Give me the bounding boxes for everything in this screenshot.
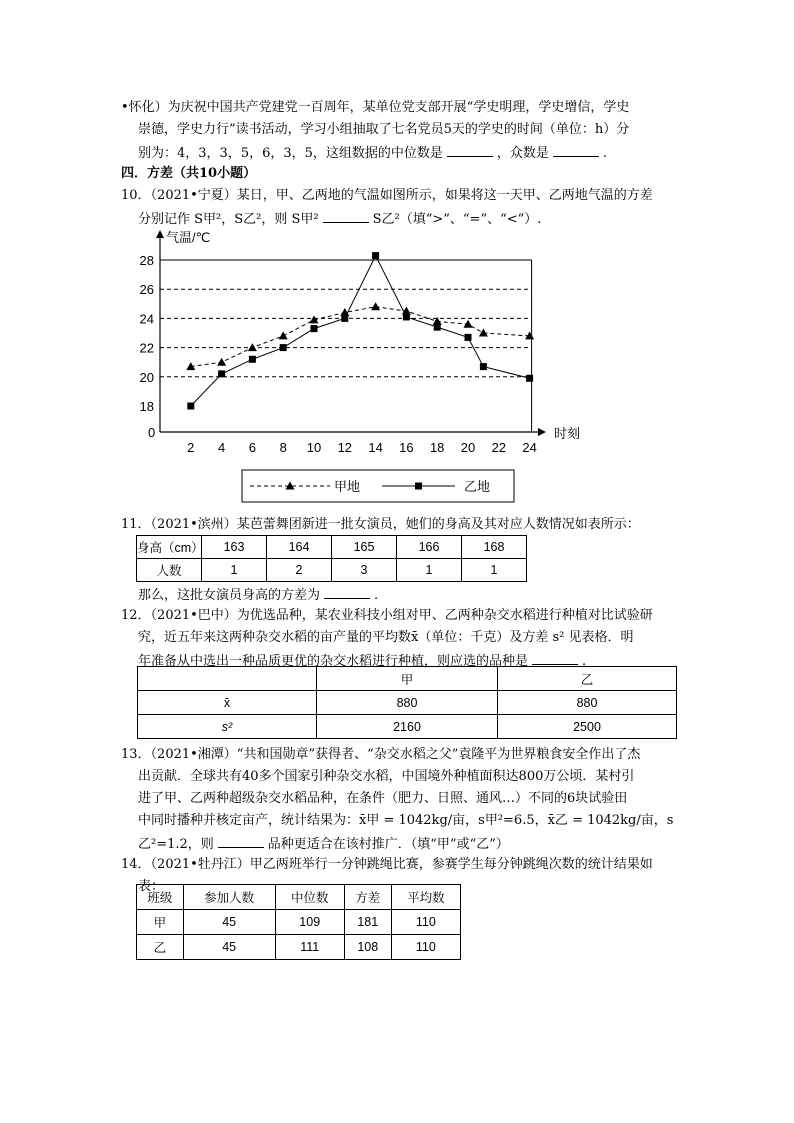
table-cell: 1 xyxy=(202,559,267,582)
data-point-square xyxy=(465,334,472,341)
table-cell: 880 xyxy=(498,691,677,715)
q13-line5-post: 品种更适合在该村推广．（填“甲”或“乙”） xyxy=(267,837,509,852)
table-cell: 平均数 xyxy=(391,885,460,910)
y-axis-arrow xyxy=(156,230,164,238)
table-cell: 109 xyxy=(275,910,344,935)
y-tick-label: 26 xyxy=(139,282,154,298)
q12-table xyxy=(137,666,677,739)
q12-line1: 12．（2021•巴中）为优选品种，某农业科技小组对甲、乙两种杂交水稻进行种植对比试验研 xyxy=(121,608,653,623)
answer-blank-mode[interactable] xyxy=(553,142,599,157)
q12-line3-end: . xyxy=(582,654,587,669)
q-prev-line3-pre: 别为：4，3，3，5，6，3，5，这组数据的中位数是 xyxy=(138,146,443,161)
q13-line5 xyxy=(138,833,509,855)
q14-line2: 表： xyxy=(138,879,165,894)
q13-line3: 进了甲、乙两种超级杂交水稻品种，在条件（肥力、日照、通风…）不同的6块试验田 xyxy=(138,791,628,806)
q12-line3-pre: 年准备从中选出一种品质更优的杂交水稻进行种植，则应选的品种是 xyxy=(138,654,529,669)
q14-table xyxy=(136,884,461,960)
data-point-square xyxy=(280,344,287,351)
q11-after-pre: 那么，这批女演员身高的方差为 xyxy=(138,588,321,603)
x-tick-label: 20 xyxy=(460,440,476,455)
x-tick-label: 6 xyxy=(248,440,257,455)
origin-label: 0 xyxy=(148,425,156,440)
x-tick-label: 18 xyxy=(429,440,445,455)
legend-label-jia: 甲地 xyxy=(334,479,361,494)
table-cell: 2500 xyxy=(498,715,677,739)
table-cell: 中位数 xyxy=(275,885,344,910)
q13-line5-pre: 乙²=1.2，则 xyxy=(138,837,214,852)
table-row xyxy=(137,559,527,582)
table-cell: 身高（cm） xyxy=(137,536,202,559)
table-row xyxy=(137,536,527,559)
table-cell: 班级 xyxy=(137,885,184,910)
table-cell: x̄ xyxy=(138,691,317,715)
data-point-square xyxy=(249,356,256,363)
table-cell: 乙 xyxy=(137,935,184,960)
q-prev-line2: 崇德，学史力行”读书活动，学习小组抽取了七名党员5天的学史的时间（单位：h）分 xyxy=(138,122,630,137)
q11-after xyxy=(138,584,378,606)
q14-line1: 14．（2021•牡丹江）甲乙两班举行一分钟跳绳比赛，参赛学生每分钟跳绳次数的统计结果如 xyxy=(121,857,653,872)
data-point-triangle xyxy=(479,329,488,337)
table-cell: 163 xyxy=(202,536,267,559)
q10-line2-post: S乙²（填“>”、“=”、“<”）. xyxy=(372,212,542,227)
section-title: 四．方差（共10小题） xyxy=(121,166,257,181)
q10-line2-pre: 分别记作 S甲²，S乙²，则 S甲² xyxy=(138,212,319,227)
x-tick-label: 12 xyxy=(337,440,353,455)
table-cell: 108 xyxy=(344,935,391,960)
data-point-square xyxy=(341,315,348,322)
data-point-square xyxy=(403,313,410,320)
y-tick-label: 20 xyxy=(139,369,154,385)
x-tick-label: 22 xyxy=(491,440,507,455)
table-cell: 45 xyxy=(183,935,275,960)
q-prev-line3 xyxy=(138,142,607,164)
table-row xyxy=(137,935,461,960)
table-row xyxy=(137,885,461,910)
x-tick-label: 10 xyxy=(306,440,322,455)
q12-line2: 究，近五年来这两种杂交水稻的亩产量的平均数x̄（单位：千克）及方差 s² 见表格．明 xyxy=(138,630,634,645)
x-axis-label: 时刻 xyxy=(554,426,581,441)
answer-blank-q13[interactable] xyxy=(218,833,264,848)
table-cell: 1 xyxy=(462,559,527,582)
y-tick-label: 22 xyxy=(139,340,154,356)
q10-line1: 10．（2021•宁夏）某日，甲、乙两地的气温如图所示，如果将这一天甲、乙两地气温的方差 xyxy=(121,188,653,203)
table-cell: 2160 xyxy=(317,715,498,739)
table-row xyxy=(137,910,461,935)
table-cell: 参加人数 xyxy=(183,885,275,910)
q11-line1: 11．（2021•滨州）某芭蕾舞团新进一批女演员，她们的身高及其对应人数情况如表所示： xyxy=(121,517,640,532)
data-point-square xyxy=(372,252,379,259)
data-point-square xyxy=(187,403,194,410)
q-prev-line1: •怀化）为庆祝中国共产党建党一百周年，某单位党支部开展“学史明理，学史增信，学史 xyxy=(121,100,630,115)
table-cell: 1 xyxy=(397,559,462,582)
x-tick-label: 24 xyxy=(522,440,537,455)
legend-square-icon xyxy=(415,483,422,490)
table-cell: 3 xyxy=(332,559,397,582)
data-point-square xyxy=(218,370,225,377)
table-cell: 181 xyxy=(344,910,391,935)
y-tick-label: 28 xyxy=(139,253,154,268)
q13-line2: 出贡献．全球共有40多个国家引种杂交水稻，中国境外种植面积达800万公顷．某村引 xyxy=(138,769,635,784)
answer-blank-q11[interactable] xyxy=(324,584,370,599)
data-point-triangle xyxy=(279,331,288,339)
x-tick-label: 16 xyxy=(399,440,414,455)
q11-after-end: . xyxy=(374,588,379,603)
table-cell: 110 xyxy=(391,935,460,960)
answer-blank-q10[interactable] xyxy=(323,208,369,223)
q13-line4: 中同时播种并核定亩产，统计结果为：x̄甲 = 1042kg/亩，s甲²=6.5，x̄乙 = 1042kg/亩，s xyxy=(138,813,674,828)
data-point-square xyxy=(311,325,318,332)
table-row xyxy=(138,691,677,715)
x-axis-arrow xyxy=(538,428,546,436)
table-row xyxy=(138,667,677,691)
table-cell: 880 xyxy=(317,691,498,715)
y-tick-label: 24 xyxy=(139,311,154,327)
table-cell xyxy=(138,667,317,691)
table-cell: 2 xyxy=(267,559,332,582)
answer-blank-median[interactable] xyxy=(447,142,493,157)
table-cell: 乙 xyxy=(498,667,677,691)
table-cell: 166 xyxy=(397,536,462,559)
q11-table xyxy=(136,535,527,582)
x-tick-label: 14 xyxy=(368,440,383,455)
q-prev-line3-end: . xyxy=(602,146,608,161)
table-cell: 人数 xyxy=(137,559,202,582)
x-tick-label: 8 xyxy=(279,440,287,455)
data-point-square xyxy=(526,375,533,382)
table-cell: 165 xyxy=(332,536,397,559)
data-point-triangle xyxy=(371,302,380,310)
x-tick-label: 4 xyxy=(217,440,226,455)
table-cell: s² xyxy=(138,715,317,739)
data-point-square xyxy=(480,363,487,370)
q13-line1: 13．（2021•湘潭）“共和国勋章”获得者、“杂交水稻之父”袁隆平为世界粮食安全作出了杰 xyxy=(121,747,641,762)
y-tick-label: 18 xyxy=(139,399,154,414)
x-tick-label: 2 xyxy=(187,440,195,455)
legend-label-yi: 乙地 xyxy=(464,479,491,494)
table-cell: 45 xyxy=(183,910,275,935)
table-cell: 甲 xyxy=(137,910,184,935)
answer-blank-q12[interactable] xyxy=(532,650,578,665)
table-cell: 110 xyxy=(391,910,460,935)
y-axis-label: 气温/℃ xyxy=(166,230,211,245)
data-point-triangle xyxy=(248,343,257,351)
q-prev-line3-mid: ，众数是 xyxy=(496,146,549,161)
table-cell: 甲 xyxy=(317,667,498,691)
data-point-triangle xyxy=(217,358,226,366)
table-cell: 111 xyxy=(275,935,344,960)
table-cell: 方差 xyxy=(344,885,391,910)
data-point-square xyxy=(434,324,441,331)
table-cell: 168 xyxy=(462,536,527,559)
table-cell: 164 xyxy=(267,536,332,559)
table-row xyxy=(138,715,677,739)
temperature-chart xyxy=(130,226,581,508)
